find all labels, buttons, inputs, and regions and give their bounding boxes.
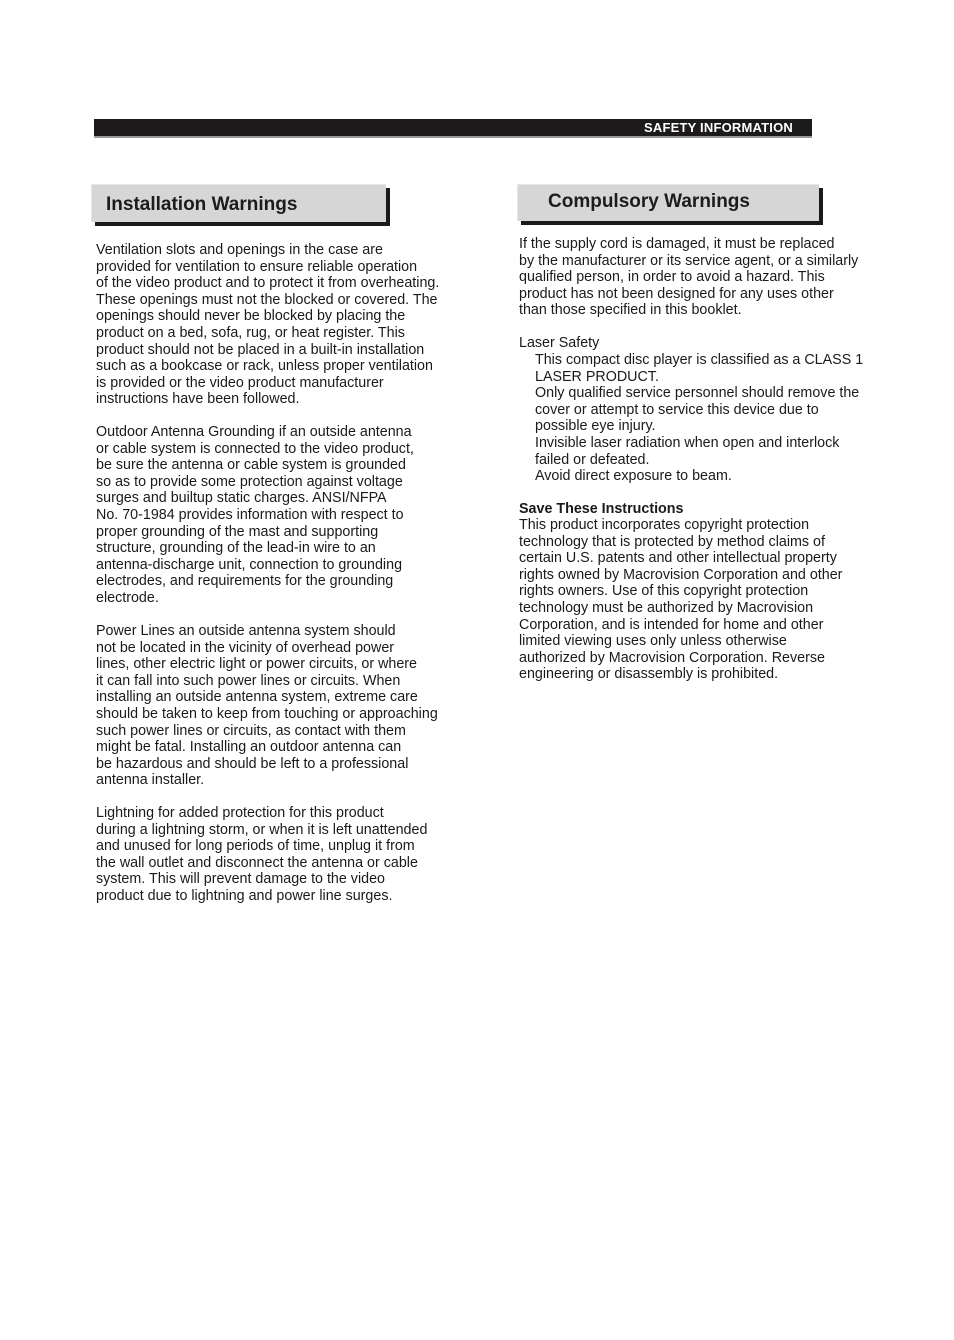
- installation-warnings-heading-box: [91, 184, 386, 222]
- supply-cord-paragraph: If the supply cord is damaged, it must be replaced by the manufacturer or its service agent, or a similarly qualified person, in order to avoid a hazard. This product has not been designed for any uses other than those specified in this booklet.: [519, 236, 859, 319]
- antenna-grounding-paragraph: Outdoor Antenna Grounding if an outside antenna or cable system is connected to the video product, be sure the antenna or cable system is grounded so as to provide some protection against voltage surges and builtup static charges. ANSI/NFPA No. 70-1984 provides information with respect to proper grounding of the mast and supporting structure, grounding of the lead-in wire to an antenna-discharge unit, connection to grounding electrodes, and requirements for the grounding electrode.: [96, 424, 414, 606]
- lightning-paragraph: Lightning for added protection for this product during a lightning storm, or when it is left unattended and unused for long periods of time, unplug it from the wall outlet and disconnect the antenna or cable system. This will prevent damage to the video product due to lightning and power line surges.: [96, 805, 428, 904]
- copyright-protection-paragraph: This product incorporates copyright protection technology that is protected by method claims of certain U.S. patents and other intellectual property rights owned by Macrovision Corporation and other rights owners. Use of this copyright protection technology must be authorized by Macrovision Corporation, and is intended for home and other limited viewing uses only unless otherwise authorized by Macrovision Corporation. Reverse engineering or disassembly is prohibited.: [519, 517, 843, 683]
- save-instructions-title: Save These Instructions: [519, 501, 684, 517]
- laser-item-class1: This compact disc player is classified as a CLASS 1 LASER PRODUCT.: [535, 352, 864, 385]
- laser-safety-title: Laser Safety: [519, 335, 600, 351]
- laser-item-service: Only qualified service personnel should remove the cover or attempt to service this device due to possible eye injury.: [535, 385, 860, 435]
- laser-item-avoid-exposure: Avoid direct exposure to beam.: [535, 468, 732, 484]
- ventilation-paragraph: Ventilation slots and openings in the case are provided for ventilation to ensure reliable operation of the video product and to protect it from overheating. These openings must not the blocked or covered. The openings should never be blocked by placing the product on a bed, sofa, rug, or heat register. This product should not be placed in a built-in installation such as a bookcase or rack, unless proper ventilation is provided or the video product manufacturer instructions have been followed.: [96, 242, 440, 408]
- compulsory-warnings-heading-box: [517, 184, 819, 221]
- installation-warnings-heading: Installation Warnings: [106, 194, 298, 215]
- power-lines-paragraph: Power Lines an outside antenna system should not be located in the vicinity of overhead power lines, other electric light or power circuits, or where it can fall into such power lines or circuits. When installing an outside antenna system, extreme care should be taken to keep from touching or approaching such power lines or circuits, as contact with them might be fatal. Installing an outdoor antenna can be hazardous and should be left to a professional antenna installer.: [96, 623, 438, 789]
- header-bar: [94, 119, 812, 138]
- laser-item-invisible-radiation: Invisible laser radiation when open and interlock failed or defeated.: [535, 435, 840, 468]
- header-title: SAFETY INFORMATION: [643, 120, 793, 135]
- compulsory-warnings-heading: Compulsory Warnings: [548, 191, 750, 212]
